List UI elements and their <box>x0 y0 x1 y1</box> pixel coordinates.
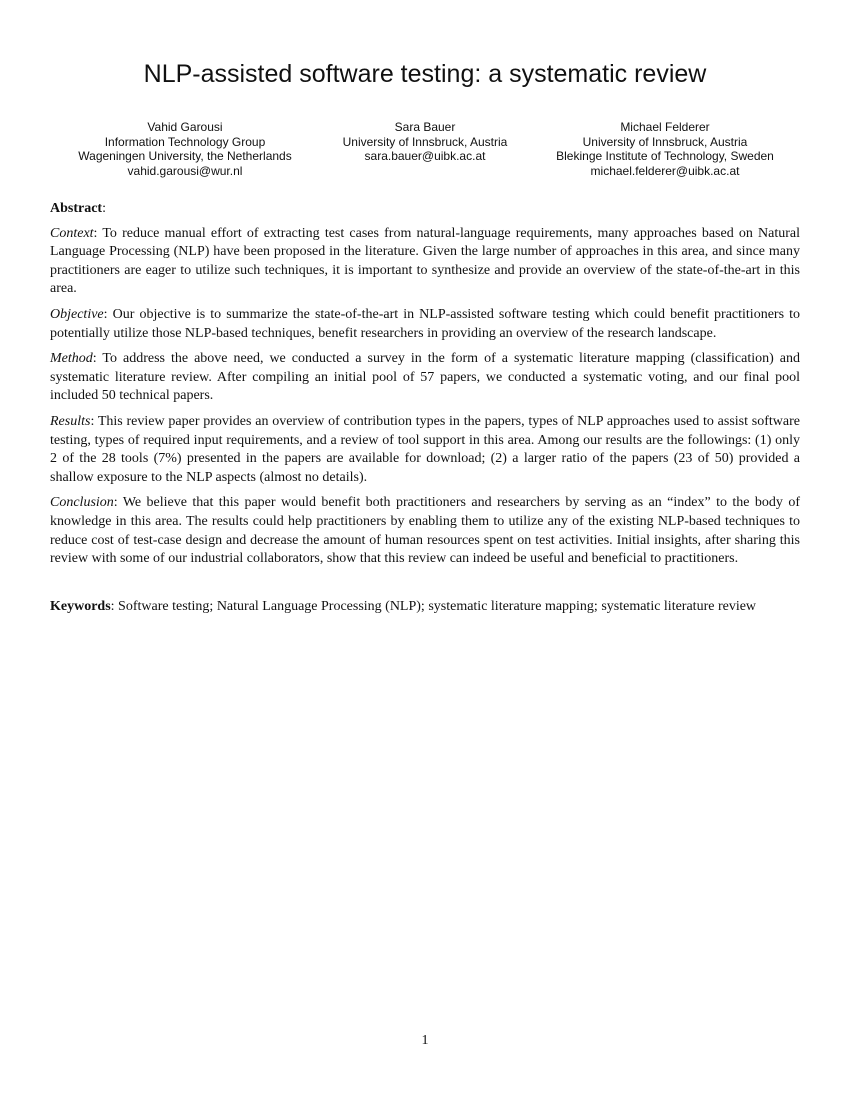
section-text: : To address the above need, we conducted a survey in the form of a systematic literature mapping (classification) and systematic literature review. After compiling an initial pool of 57 papers, we conducted a systematic voting, and our final pool included 50 technical papers. <box>50 351 800 404</box>
author-name: Michael Felderer <box>620 120 710 134</box>
abstract-objective <box>50 306 800 343</box>
abstract-heading-label: Abstract <box>50 201 103 216</box>
author-affiliation: Blekinge Institute of Technology, Sweden <box>556 149 774 164</box>
author-affiliation: University of Innsbruck, Austria <box>342 134 508 149</box>
abstract-heading <box>50 200 800 219</box>
author-name: Sara Bauer <box>394 120 456 134</box>
author-email: michael.felderer@uibk.ac.at <box>590 163 740 178</box>
abstract-conclusion <box>50 494 800 568</box>
abstract-results <box>50 413 800 487</box>
author-3 <box>520 120 810 178</box>
section-label: Objective <box>50 306 104 322</box>
section-text: : To reduce manual effort of extracting test cases from natural-language requirements, many approaches based on Natural Language Processing (NLP) have been proposed in the literature. Given the large number of approaches in this area, and since many practitioners are eager to utilize such techniques, it is important to synthesize and provide an overview of the state-of-the-art in this area. <box>50 225 800 297</box>
section-label: Method <box>50 351 93 367</box>
section-label: Conclusion <box>50 495 114 511</box>
section-text: : Our objective is to summarize the state-of-the-art in NLP-assisted software testing which could benefit practitioners to potentially utilize those NLP-based techniques, benefit researchers in providing an overview of the research landscape. <box>50 306 800 341</box>
author-affiliation: Information Technology Group <box>104 134 266 149</box>
author-email: vahid.garousi@wur.nl <box>127 163 243 178</box>
abstract-body <box>50 200 800 623</box>
author-affiliation: Wageningen University, the Netherlands <box>78 149 292 164</box>
keywords-label: Keywords <box>50 598 111 614</box>
abstract-method <box>50 350 800 406</box>
section-label: Results <box>50 413 91 429</box>
abstract-context <box>50 225 800 299</box>
keywords-text: : Software testing; Natural Language Processing (NLP); systematic literature mapping; systematic literature review <box>110 598 757 614</box>
keywords <box>50 598 800 617</box>
section-label: Context <box>50 225 94 241</box>
abstract-heading-colon: : <box>102 201 106 216</box>
page-number: 1 <box>421 1033 429 1048</box>
author-affiliation: University of Innsbruck, Austria <box>582 134 748 149</box>
author-1 <box>40 120 330 178</box>
author-email: sara.bauer@uibk.ac.at <box>364 149 486 164</box>
section-text: : This review paper provides an overview of contribution types in the papers, types of NLP approaches used to assist software testing, types of required input requirements, and a review of tool support in this area. Among our results are the followings: (1) only 2 of the 28 tools (7%) presented in the papers are available for download; (2) a larger ratio of the papers (23 of 50) provided a shallow exposure to the NLP aspects (almost no details). <box>50 413 800 485</box>
section-text: : We believe that this paper would benefit both practitioners and researchers by serving as an “index” to the body of knowledge in this area. The results could help practitioners by enabling them to utilize any of the existing NLP-based techniques to reduce cost of test-case design and decrease the amount of human resources spent on test activities. Initial insights, after sharing this review with some of our industrial collaborators, show that this review can indeed be useful and beneficial to practitioners. <box>50 495 800 567</box>
paper-title: NLP-assisted software testing: a systematic review <box>143 60 707 88</box>
author-name: Vahid Garousi <box>147 120 223 134</box>
